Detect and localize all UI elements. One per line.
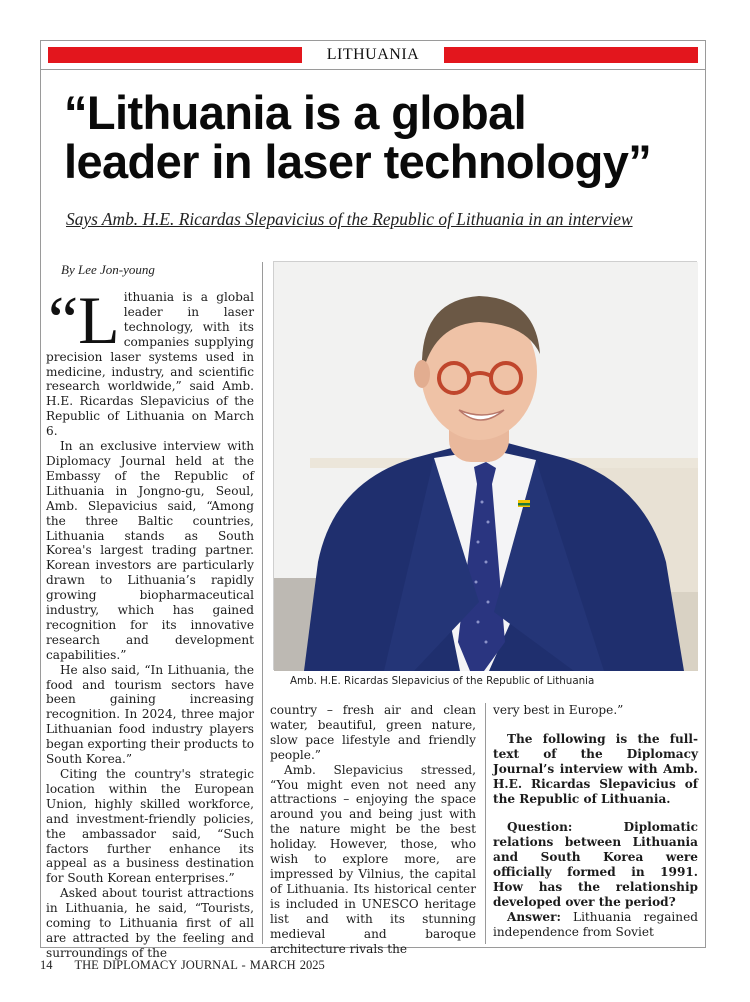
interview-answer: Answer: Lithuania regained independence from Soviet [493,909,698,939]
section-label: LITHUANIA [326,46,420,63]
paragraph: Citing the country's strategic location within the European Union, highly skilled workforce, and investment-friendly policies, the ambassador said, “Such factors further enhance its appeal as a business destination for South Korean enterprises.” [46,767,254,886]
section-bar-right [444,47,698,63]
paragraph: Asked about tourist attractions in Lithuania, he said, “Tourists, coming to Lithuania first of all are attracted by the feeling and surroundings of the [46,886,254,960]
photo-caption: Amb. H.E. Ricardas Slepavicius of the Republic of Lithuania [290,675,595,687]
ambassador-photo [273,261,697,670]
paragraph: country – fresh air and clean water, beautiful, green nature, slow pace lifestyle and friendly people.” [270,703,476,762]
paragraph-lead: “Lithuania is a global leader in laser technology, with its companies supplying precision laser systems used in medicine, industry, and scientific research worldwide,” said Amb. H.E. Ricardas Slepavicius of the Republic of Lithuania on March 6. [46,282,254,439]
interview-question: Question: Diplomatic relations between Lithuania and South Korea were officially formed in 1991. How has the relationship developed over the period? [493,820,698,909]
section-bar-left [48,47,302,63]
article-column-2 [270,703,476,956]
headline-line-1: “Lithuania is a global [64,86,527,139]
paragraph: very best in Europe.” [493,703,624,717]
section-rule [40,69,706,70]
drop-cap: “L [48,282,120,358]
subheadline: Says Amb. H.E. Ricardas Slepavicius of the Republic of Lithuania in an interview [66,209,633,229]
paragraph: He also said, “In Lithuania, the food and tourism sectors have been gaining increasing recognition. In 2024, three major Lithuanian food industry players began exporting their products to South Korea.” [46,662,254,767]
paragraph: In an exclusive interview with Diplomacy Journal held at the Embassy of the Republic of Lithuania in Jongno-gu, Seoul, Amb. Slepavicius said, “Among the three Baltic countries, Lithuania stands as South Korea's largest trading partner. Korean investors are particularly drawn to Lithuania’s rapidly growing biopharmaceutical industry, which has gained recognition for its innovative research and development capabilities.” [46,439,254,662]
column-divider [485,703,486,944]
column-divider [262,262,263,944]
byline: By Lee Jon-young [61,262,155,277]
paragraph: Amb. Slepavicius stressed, “You might even not need any attractions – enjoying the space around you and being just with the nature might be the best holiday. However, those, who wish to explore more, are impressed by Vilnius, the capital of Lithuania. Its historical center is included in UNESCO heritage list and with its stunning medieval and baroque architecture rivals the [270,762,476,956]
publication-name: THE DIPLOMACY JOURNAL - MARCH 2025 [74,958,325,972]
page-number: 14 [40,958,53,972]
headline [64,88,704,186]
article-column-1 [46,282,254,960]
ambassador-photo-illustration [274,262,698,671]
section-header [48,46,698,64]
article-column-3 [493,703,698,943]
headline-line-2: leader in laser technology” [64,135,652,188]
interview-intro: The following is the full-text of the Diplomacy Journal’s interview with Amb. H.E. Ricardas Slepavicius of the Republic of Lithuania. [493,731,698,806]
answer-label: Answer: [507,909,561,924]
page-footer [40,958,325,973]
